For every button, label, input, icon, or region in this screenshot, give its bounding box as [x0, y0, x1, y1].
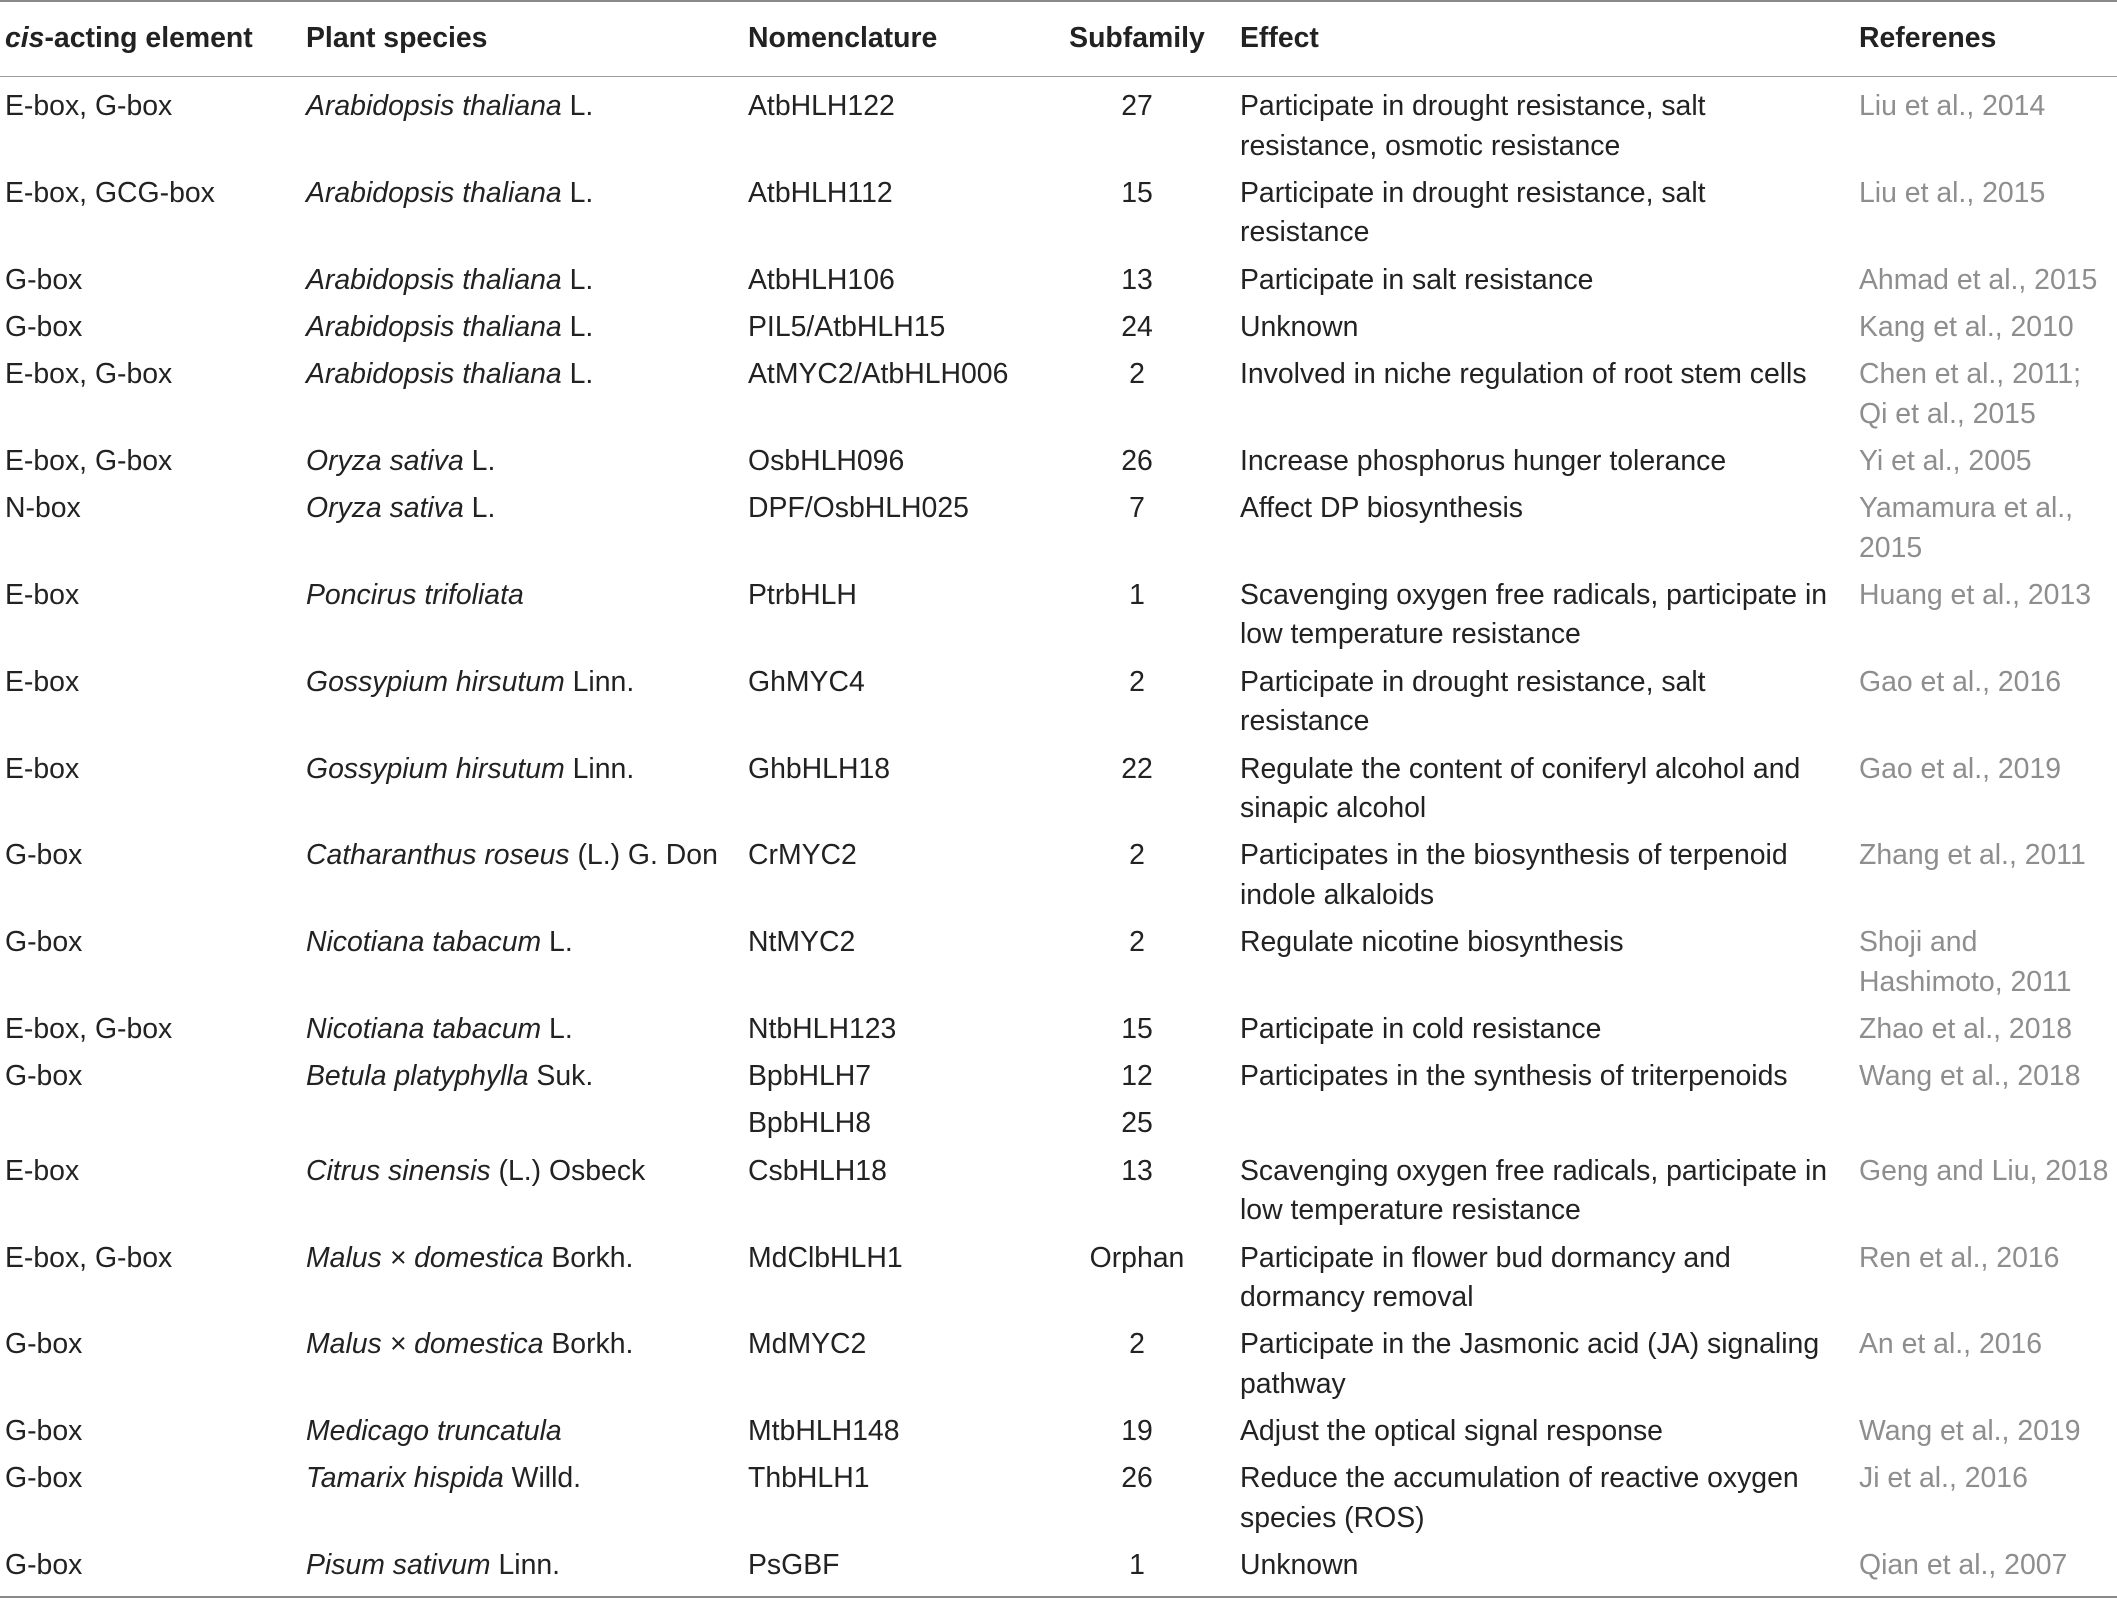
cell-effect: Increase phosphorus hunger tolerance	[1240, 444, 1727, 477]
cell-plant-species	[300, 1006, 745, 1053]
cell-subfamily: 15	[1121, 1012, 1153, 1045]
table-row	[0, 1542, 2117, 1596]
table-row	[0, 1321, 2117, 1408]
cell-nomenclature: CrMYC2	[748, 839, 857, 872]
cell-subfamily: 26	[1121, 444, 1153, 477]
species-authority: L.	[561, 358, 594, 391]
table-row	[0, 257, 2117, 304]
cell-plant-species	[300, 832, 745, 919]
cell-cis-acting-element: E-box, G-box	[5, 444, 173, 477]
header-plant-species: Plant species	[306, 22, 488, 55]
cell-nomenclature: NtMYC2	[748, 926, 856, 959]
cell-reference: Liu et al., 2014	[1859, 90, 2046, 122]
header-effect: Effect	[1240, 22, 1319, 55]
species-italic: Arabidopsis thaliana	[306, 176, 562, 209]
cell-subfamily: 22	[1121, 752, 1153, 785]
cell-effect: Participates in the synthesis of triterpenoids	[1240, 1060, 1788, 1093]
cell-effect: Unknown	[1240, 1549, 1359, 1582]
cell-subfamily: 2	[1129, 665, 1145, 698]
cell-cis-acting-element: G-box	[5, 926, 83, 959]
cell-nomenclature: AtbHLH112	[748, 176, 893, 209]
cell-effect: Participate in drought resistance, salt resistance	[1240, 176, 1706, 249]
cell-reference: An et al., 2016	[1859, 1328, 2043, 1361]
species-authority: Linn.	[564, 665, 635, 698]
cell-plant-species	[300, 1235, 745, 1322]
cell-nomenclature: PIL5/AtbHLH15	[748, 310, 946, 343]
table-row	[0, 1006, 2117, 1053]
cell-plant-species	[300, 919, 745, 1006]
cell-cis-acting-element: E-box	[5, 665, 80, 698]
table-row	[0, 1235, 2117, 1322]
species-italic: Arabidopsis thaliana	[306, 263, 562, 296]
cell-plant-species	[300, 170, 745, 257]
cell-nomenclature: AtbHLH106	[748, 263, 895, 296]
species-italic: Gossypium hirsutum	[306, 665, 565, 698]
cell-reference: Wang et al., 2018	[1859, 1060, 2081, 1093]
cell-reference: Wang et al., 2019	[1859, 1415, 2081, 1448]
table-row	[0, 746, 2117, 833]
cell-nomenclature: BpbHLH7	[748, 1060, 872, 1093]
cell-effect: Regulate nicotine biosynthesis	[1240, 926, 1624, 959]
cell-nomenclature: GhbHLH18	[748, 752, 891, 785]
table-row	[0, 77, 2117, 170]
table-row	[0, 1148, 2117, 1235]
cell-effect: Reduce the accumulation of reactive oxygen species (ROS)	[1240, 1462, 1799, 1534]
cell-reference: Ji et al., 2016	[1859, 1462, 2028, 1495]
species-italic: Arabidopsis thaliana	[306, 90, 562, 122]
cell-cis-acting-element	[0, 1101, 300, 1148]
cell-subfamily: 1	[1129, 1549, 1145, 1582]
cell-nomenclature: ThbHLH1	[748, 1462, 870, 1495]
table-row	[0, 919, 2117, 1006]
header-row	[0, 1, 2117, 77]
cell-plant-species	[300, 438, 745, 485]
species-authority: L.	[561, 263, 594, 296]
cell-plant-species	[300, 572, 745, 659]
header-cis-italic: cis	[5, 22, 45, 55]
cell-reference: Zhao et al., 2018	[1859, 1012, 2073, 1045]
species-italic: Arabidopsis thaliana	[306, 358, 562, 391]
cell-subfamily: 26	[1121, 1462, 1153, 1495]
species-authority: Borkh.	[543, 1241, 634, 1274]
cell-reference	[1847, 1101, 2117, 1148]
cell-subfamily: 24	[1121, 310, 1153, 343]
cell-reference: Gao et al., 2019	[1859, 752, 2062, 785]
table-row	[0, 1053, 2117, 1100]
cell-subfamily: 12	[1121, 1060, 1153, 1093]
cell-effect: Participate in drought resistance, salt resistance, osmotic resistance	[1240, 90, 1706, 162]
cell-subfamily: 2	[1129, 358, 1145, 391]
cell-nomenclature: AtMYC2/AtbHLH006	[748, 358, 1009, 391]
cell-plant-species	[300, 485, 745, 572]
species-authority: Willd.	[503, 1462, 582, 1495]
cell-nomenclature: OsbHLH096	[748, 444, 905, 477]
species-authority: L.	[463, 444, 496, 477]
cell-effect	[1227, 1101, 1847, 1148]
header-subfamily: Subfamily	[1069, 22, 1205, 55]
species-authority: Borkh.	[543, 1328, 634, 1361]
cell-cis-acting-element: E-box, G-box	[5, 358, 173, 391]
species-authority: L.	[541, 1012, 573, 1045]
table-header	[0, 1, 2117, 77]
cell-nomenclature: BpbHLH8	[748, 1107, 872, 1140]
cell-cis-acting-element: E-box, G-box	[5, 1012, 173, 1045]
cell-nomenclature: MdClbHLH1	[748, 1241, 903, 1274]
cell-nomenclature: MdMYC2	[748, 1328, 867, 1361]
cell-nomenclature: CsbHLH18	[748, 1154, 887, 1187]
species-authority: Linn.	[564, 752, 635, 785]
cell-effect: Participate in salt resistance	[1240, 263, 1594, 296]
cell-plant-species	[300, 304, 745, 351]
table-row	[0, 438, 2117, 485]
cell-effect: Unknown	[1240, 310, 1359, 343]
cell-nomenclature: PsGBF	[748, 1549, 840, 1582]
cell-plant-species	[300, 1542, 745, 1596]
cell-plant-species	[300, 659, 745, 746]
cell-nomenclature: GhMYC4	[748, 665, 865, 698]
cell-effect: Participate in drought resistance, salt resistance	[1240, 665, 1706, 738]
table-row	[0, 351, 2117, 438]
cell-cis-acting-element: G-box	[5, 1415, 83, 1448]
species-italic: Betula platyphylla	[306, 1060, 529, 1093]
cell-subfamily: 2	[1129, 839, 1145, 872]
cell-effect: Involved in niche regulation of root stem cells	[1240, 358, 1807, 391]
cell-effect: Participate in cold resistance	[1240, 1012, 1602, 1045]
species-italic: Malus × domestica	[306, 1328, 544, 1361]
cell-effect: Adjust the optical signal response	[1240, 1415, 1663, 1448]
cell-subfamily: 25	[1121, 1107, 1153, 1140]
cell-effect: Scavenging oxygen free radicals, participate in low temperature resistance	[1240, 1154, 1828, 1227]
cell-cis-acting-element: G-box	[5, 839, 83, 872]
cell-cis-acting-element: G-box	[5, 1549, 83, 1582]
cell-reference: Kang et al., 2010	[1859, 310, 2074, 343]
cell-reference: Chen et al., 2011; Qi et al., 2015	[1859, 358, 2082, 430]
cell-cis-acting-element: E-box, G-box	[5, 90, 173, 122]
cell-reference: Yi et al., 2005	[1859, 444, 2032, 477]
table-row	[0, 304, 2117, 351]
table-row	[0, 1101, 2117, 1148]
header-nomenclature: Nomenclature	[748, 22, 938, 55]
header-cis-acting-element	[0, 1, 300, 77]
cell-reference: Qian et al., 2007	[1859, 1549, 2068, 1582]
table-row	[0, 170, 2117, 257]
cell-subfamily: 19	[1121, 1415, 1153, 1448]
cell-effect: Scavenging oxygen free radicals, participate in low temperature resistance	[1240, 578, 1828, 651]
cell-effect: Affect DP biosynthesis	[1240, 492, 1524, 525]
cell-plant-species	[300, 746, 745, 833]
species-italic: Arabidopsis thaliana	[306, 310, 562, 343]
cell-cis-acting-element: G-box	[5, 263, 83, 296]
cell-subfamily: 13	[1121, 1154, 1153, 1187]
cell-nomenclature: PtrbHLH	[748, 578, 857, 611]
table-row	[0, 659, 2117, 746]
cell-reference: Ren et al., 2016	[1859, 1241, 2060, 1274]
table-row	[0, 1408, 2117, 1455]
cell-subfamily: 27	[1121, 90, 1153, 122]
cell-reference: Shoji and Hashimoto, 2011	[1859, 926, 2072, 998]
table-body	[0, 77, 2117, 1597]
cell-reference: Gao et al., 2016	[1859, 665, 2062, 698]
cell-subfamily: 7	[1129, 492, 1145, 525]
cell-subfamily: 1	[1129, 578, 1145, 611]
cell-subfamily: 13	[1121, 263, 1153, 296]
cell-effect: Regulate the content of coniferyl alcohol and sinapic alcohol	[1240, 752, 1801, 825]
cell-subfamily: 15	[1121, 176, 1153, 209]
species-authority: Linn.	[490, 1549, 561, 1582]
cell-cis-acting-element: E-box, GCG-box	[5, 176, 215, 209]
species-italic: Malus × domestica	[306, 1241, 544, 1274]
cell-plant-species	[300, 1321, 745, 1408]
cell-reference: Liu et al., 2015	[1859, 176, 2046, 209]
cell-plant-species	[300, 1053, 745, 1100]
cell-subfamily: Orphan	[1089, 1241, 1185, 1274]
species-italic: Oryza sativa	[306, 444, 464, 477]
species-authority: L.	[541, 926, 573, 959]
cell-plant-species	[300, 1455, 745, 1542]
species-authority: (L.) Osbeck	[490, 1154, 646, 1187]
cell-plant-species	[300, 1408, 745, 1455]
table-row	[0, 832, 2117, 919]
cell-reference: Yamamura et al., 2015	[1859, 492, 2074, 564]
species-italic: Citrus sinensis	[306, 1154, 491, 1187]
species-authority: Suk.	[528, 1060, 594, 1093]
cell-nomenclature: AtbHLH122	[748, 90, 895, 122]
species-italic: Oryza sativa	[306, 492, 464, 525]
cell-cis-acting-element: E-box, G-box	[5, 1241, 173, 1274]
species-italic: Catharanthus roseus	[306, 839, 570, 872]
species-italic: Nicotiana tabacum	[306, 926, 542, 959]
cell-plant-species	[300, 77, 745, 170]
cell-cis-acting-element: G-box	[5, 310, 83, 343]
cell-reference: Ahmad et al., 2015	[1859, 263, 2098, 296]
cell-effect: Participates in the biosynthesis of terpenoid indole alkaloids	[1240, 839, 1788, 911]
cell-cis-acting-element: E-box	[5, 752, 80, 785]
cell-plant-species	[300, 351, 745, 438]
cell-effect: Participate in flower bud dormancy and dormancy removal	[1240, 1241, 1731, 1313]
species-italic: Tamarix hispida	[306, 1462, 504, 1495]
cell-effect: Participate in the Jasmonic acid (JA) signaling pathway	[1240, 1328, 1820, 1400]
table-row	[0, 485, 2117, 572]
species-italic: Medicago truncatula	[306, 1415, 562, 1448]
header-cis-rest: -acting element	[44, 22, 253, 55]
cell-cis-acting-element: E-box	[5, 1154, 80, 1187]
species-italic: Nicotiana tabacum	[306, 1012, 542, 1045]
cell-cis-acting-element: E-box	[5, 578, 80, 611]
cell-cis-acting-element: N-box	[5, 492, 81, 525]
species-authority: L.	[561, 90, 594, 122]
cell-plant-species	[300, 257, 745, 304]
species-italic: Pisum sativum	[306, 1549, 491, 1582]
species-italic: Gossypium hirsutum	[306, 752, 565, 785]
cell-subfamily: 2	[1129, 926, 1145, 959]
cell-nomenclature: NtbHLH123	[748, 1012, 897, 1045]
species-authority: (L.) G. Don	[569, 839, 718, 872]
table-row	[0, 1455, 2117, 1542]
cell-plant-species	[300, 1101, 745, 1148]
cell-reference: Geng and Liu, 2018	[1859, 1154, 2109, 1187]
cell-nomenclature: MtbHLH148	[748, 1415, 900, 1448]
cell-reference: Huang et al., 2013	[1859, 578, 2092, 611]
species-authority: L.	[561, 310, 594, 343]
cell-cis-acting-element: G-box	[5, 1328, 83, 1361]
cell-cis-acting-element: G-box	[5, 1462, 83, 1495]
cell-nomenclature: DPF/OsbHLH025	[748, 492, 969, 525]
species-italic: Poncirus trifoliata	[306, 578, 524, 611]
cell-cis-acting-element: G-box	[5, 1060, 83, 1093]
species-authority: L.	[463, 492, 496, 525]
table-row	[0, 572, 2117, 659]
cell-plant-species	[300, 1148, 745, 1235]
cell-subfamily: 2	[1129, 1328, 1145, 1361]
cell-reference: Zhang et al., 2011	[1859, 839, 2086, 872]
species-authority: L.	[561, 176, 594, 209]
header-references: Referenes	[1859, 22, 1997, 55]
